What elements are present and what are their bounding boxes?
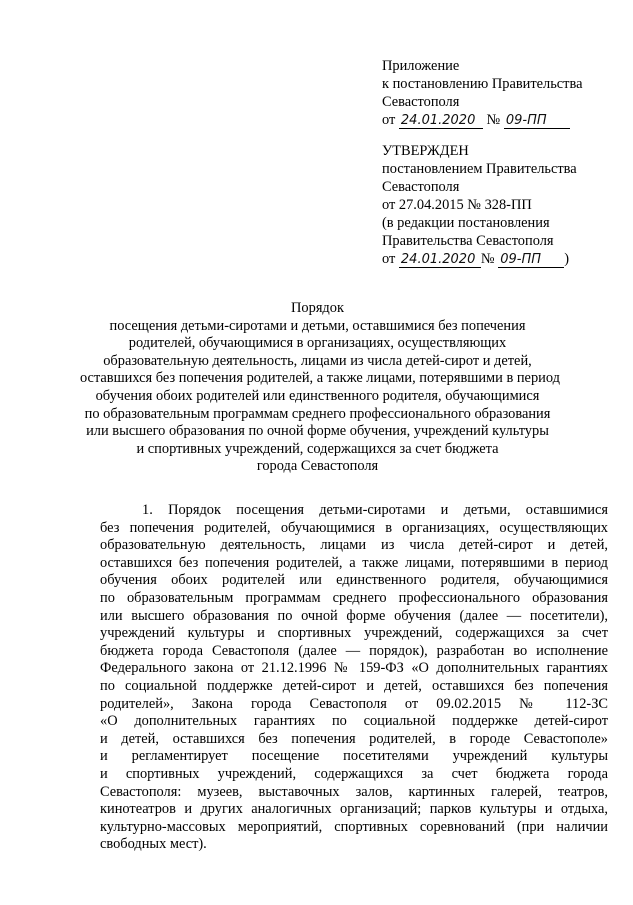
body-line: по социальной поддержке детей-сирот и детей, оставшихся без попечения — [100, 677, 608, 694]
body-line: обучения обоих родителей или единственного родителя, обучающимися — [100, 572, 608, 589]
approved-line: Правительства Севастополя — [382, 233, 554, 249]
handwritten-date: 24.01.2020 — [399, 113, 483, 129]
body-line: и детей, оставшихся без попечения родителей, в городе Севастополе» — [100, 730, 608, 747]
body-line: кинотеатров и других аналогичных организаций; парков культуры и отдыха, — [100, 801, 608, 818]
body-line: образовательную деятельность, лицами из числа детей-сирот и детей, — [100, 537, 608, 554]
approved-line: постановлением Правительства — [382, 161, 577, 177]
approved-line: Севастополя — [382, 179, 460, 195]
handwritten-number: 09-ПП — [504, 113, 570, 129]
title-line: города Севастополя — [256, 458, 379, 475]
appendix-line: Севастополя — [382, 94, 460, 110]
handwritten-number: 09-ПП — [498, 252, 564, 268]
body-line: или высшего образования по очной форме обучения (далее — посетители), — [100, 607, 608, 624]
approved-heading: УТВЕРЖДЕН — [382, 143, 469, 159]
title-line: и спортивных учреждений, содержащихся за счет бюджета — [136, 440, 499, 457]
appendix-line: к постановлению Правительства — [382, 76, 583, 92]
approved-line: от 27.04.2015 № 328-ПП — [382, 197, 532, 213]
title-line: по образовательным программам среднего профессионального образования — [84, 405, 551, 422]
body-line: «О дополнительных гарантиях по социальной поддержке детей-сирот — [100, 713, 608, 730]
approved-block — [382, 142, 622, 268]
appendix-line: Приложение — [382, 58, 460, 74]
from-label: от — [382, 112, 396, 128]
title-line: родителей, обучающимися в организациях, осуществляющих — [128, 335, 507, 352]
body-line: по образовательным программам среднего профессионального образования — [100, 589, 608, 606]
section-1-paragraph — [100, 502, 608, 854]
body-line: без попечения родителей, обучающимися в организациях, осуществляющих — [100, 519, 608, 536]
approved-line: (в редакции постановления — [382, 215, 550, 231]
body-line: 1. Порядок посещения детьми-сиротами и детьми, оставшимися — [142, 502, 608, 518]
handwritten-date: 24.01.2020 — [399, 252, 481, 268]
number-label: № — [486, 112, 501, 128]
document-title — [80, 300, 560, 476]
body-line: свободных мест). — [100, 836, 207, 853]
title-line: посещения детьми-сиротами и детьми, оставшимися без попечения — [109, 317, 526, 334]
close-paren: ) — [564, 251, 570, 267]
body-line: оставшихся без попечения родителей, а также лицами, потерявшими в период — [100, 554, 608, 571]
body-line: бюджета города Севастополя (далее — порядок), разработан во исполнение — [100, 642, 608, 659]
title-line: обучения обоих родителей или единственного родителя, обучающимися — [95, 387, 540, 404]
title-line: Порядок — [291, 300, 344, 316]
from-label: от — [382, 251, 396, 267]
body-line: и спортивных учреждений, содержащихся за счет бюджета города — [100, 765, 608, 782]
appendix-header — [382, 57, 622, 129]
body-line: родителей», Закона города Севастополя от 09.02.2015 № 112-ЗС — [100, 695, 608, 712]
title-line: образовательную деятельность, лицами из числа детей-сирот и детей, — [103, 352, 532, 369]
body-line: Федерального закона от 21.12.1996 № 159-ФЗ «О дополнительных гарантиях — [100, 660, 608, 677]
approved-date-line — [382, 250, 622, 268]
body-line: и регламентирует посещение посетителями учреждений культуры — [100, 748, 608, 765]
title-line: или высшего образования по очной форме обучения, учреждений культуры — [86, 423, 549, 440]
title-line: оставшихся без попечения родителей, а также лицами, потерявшими в период — [80, 370, 560, 387]
appendix-date-line — [382, 111, 622, 129]
body-line: Севастополя: музеев, выставочных залов, картинных галерей, театров, — [100, 783, 608, 800]
number-label: № — [480, 251, 495, 267]
body-line: учреждений культуры и спортивных учреждений, содержащихся за счет — [100, 625, 608, 642]
body-line: культурно-массовых мероприятий, спортивных соревнований (при наличии — [100, 818, 608, 835]
